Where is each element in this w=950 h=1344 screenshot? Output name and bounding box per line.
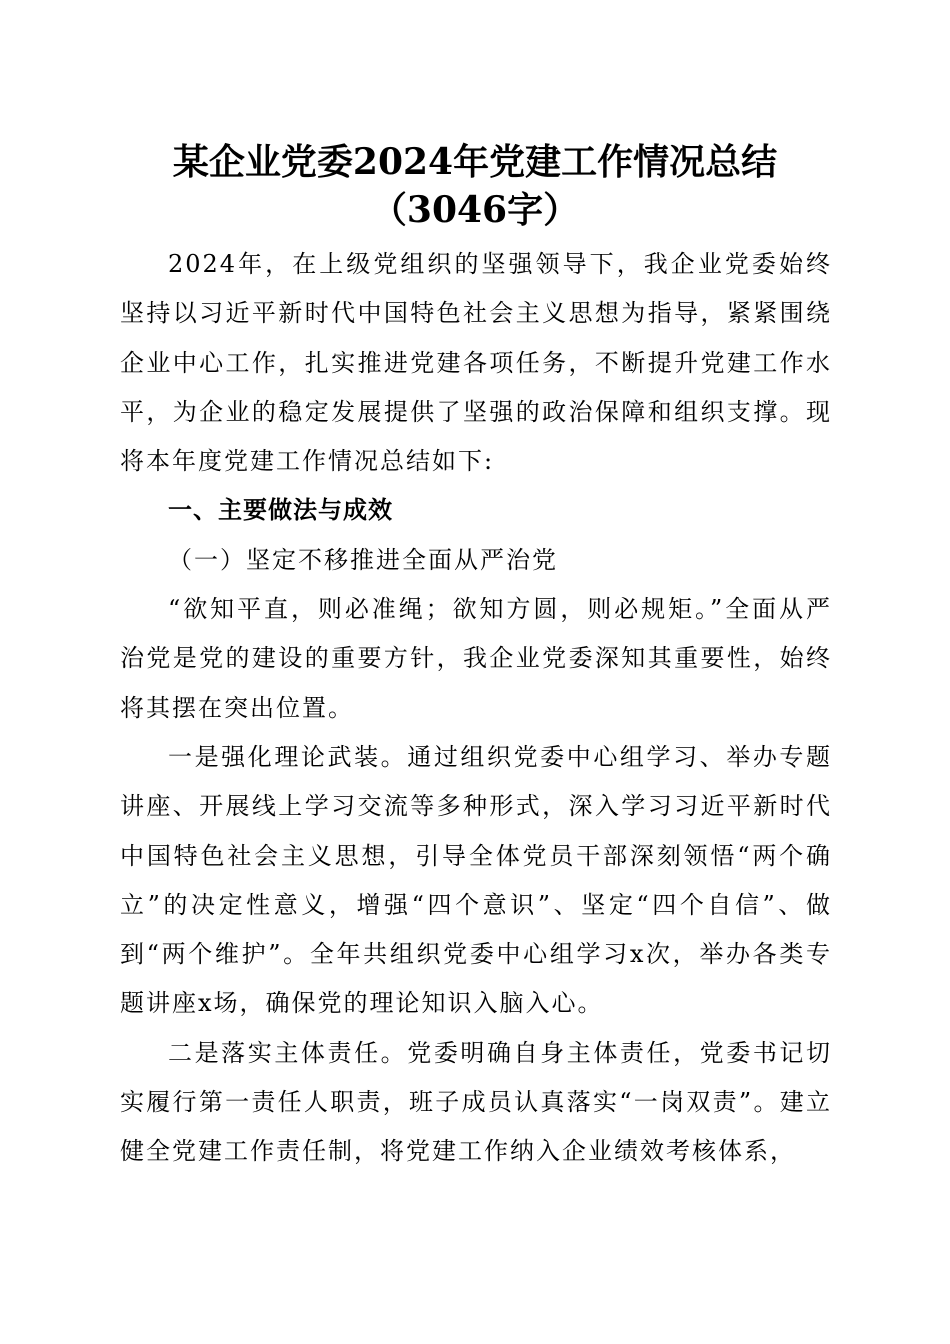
subsection-heading-1: （一）坚定不移推进全面从严治党 [168,545,558,574]
intro-paragraph: 2024年，在上级党组织的坚强领导下，我企业党委始终坚持以习近平新时代中国特色社会主义思想为指导，紧紧围绕企业中心工作，扎实推进党建各项任务，不断提升党建工作水平，为企业的稳定发展提供了坚强的政治保障和组织支撑。现将本年度党建工作情况总结如下: [120,250,832,476]
section-heading-1: 一、主要做法与成效 [168,496,393,525]
document-title: 某企业党委2024年党建工作情况总结（3046字） [172,141,778,231]
quote-paragraph: “欲知平直，则必准绳；欲知方圆，则必规矩。”全面从严治党是党的建设的重要方针，我企业党委深知其重要性，始终将其摆在突出位置。 [120,595,832,722]
theory-paragraph: 一是强化理论武装。通过组织党委中心组学习、举办专题讲座、开展线上学习交流等多种形式，深入学习习近平新时代中国特色社会主义思想，引导全体党员干部深刻领悟“两个确立”的决定性意义，增强“四个意识”、坚定“四个自信”、做到“两个维护”。全年共组织党委中心组学习x次，举办各类专题讲座x场，确保党的理论知识入脑入心。 [120,742,832,1018]
responsibility-paragraph: 二是落实主体责任。党委明确自身主体责任，党委书记切实履行第一责任人职责，班子成员认真落实“一岗双责”。建立健全党建工作责任制，将党建工作纳入企业绩效考核体系， [120,1038,832,1166]
document-body [120,240,832,1177]
